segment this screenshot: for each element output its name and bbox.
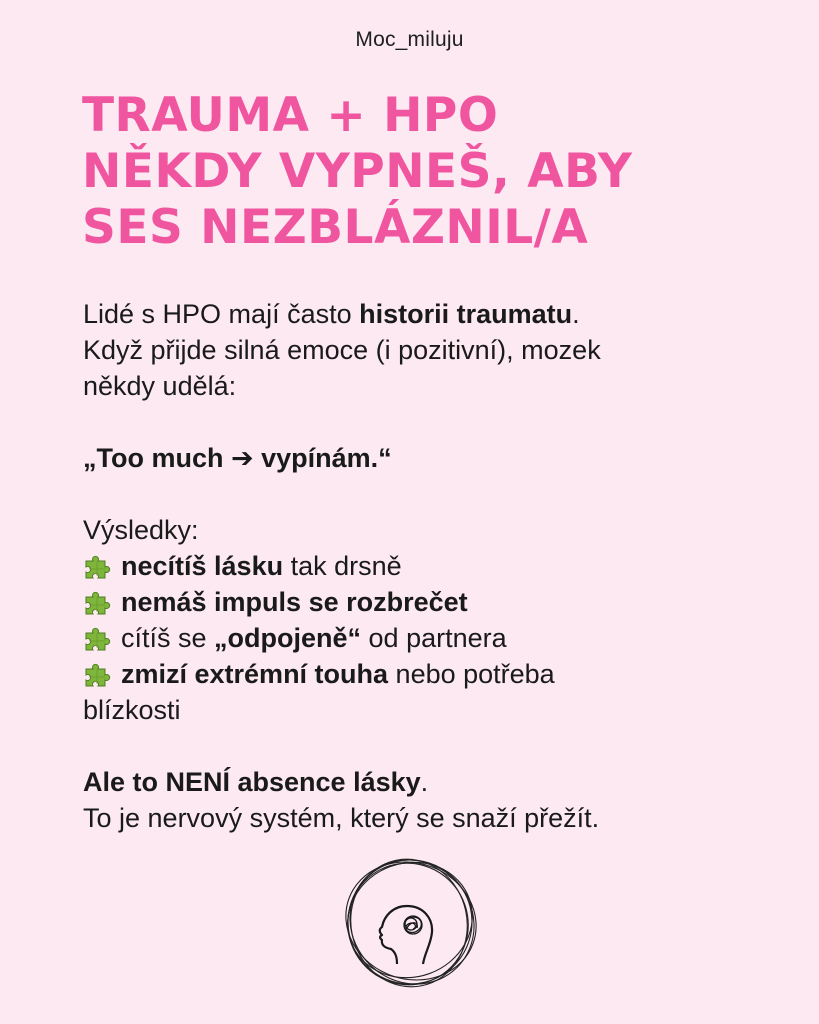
intro-line-2: Když přijde silná emoce (i pozitivní), mozek [83, 335, 601, 365]
result-item: zmizí extrémní touha nebo potřeba [83, 656, 783, 692]
intro-line-1: Lidé s HPO mají často historii traumatu. [83, 299, 580, 329]
page-title [82, 88, 782, 256]
closing-line-1: Ale to NENÍ absence lásky. [83, 767, 429, 797]
puzzle-piece-icon [83, 661, 113, 687]
result-item: cítíš se „odpojeně“ od partnera [83, 620, 783, 656]
puzzle-piece-icon [83, 553, 113, 579]
puzzle-piece-icon [83, 589, 113, 615]
result-item: nemáš impuls se rozbrečet [83, 584, 783, 620]
puzzle-piece-icon [83, 625, 113, 651]
quote: „Too much ➔ vypínám.“ [83, 443, 392, 473]
body-text [83, 296, 783, 836]
title-line-3: SES NEZBLÁZNIL/A [82, 200, 589, 255]
result-item-continuation: blízkosti [83, 695, 181, 725]
results-heading: Výsledky: [83, 515, 199, 545]
title-line-1: TRAUMA + HPO [82, 88, 499, 143]
result-item: necítíš lásku tak drsně [83, 548, 783, 584]
intro-highlight: historii traumatu [359, 299, 573, 329]
account-handle: Moc_miluju [355, 28, 464, 51]
title-line-2: NĚKDY VYPNEŠ, ABY [82, 144, 633, 199]
intro-line-3: někdy udělá: [83, 371, 237, 401]
head-scribble-logo [335, 852, 485, 992]
closing-line-2: To je nervový systém, který se snaží přežít. [83, 803, 600, 833]
